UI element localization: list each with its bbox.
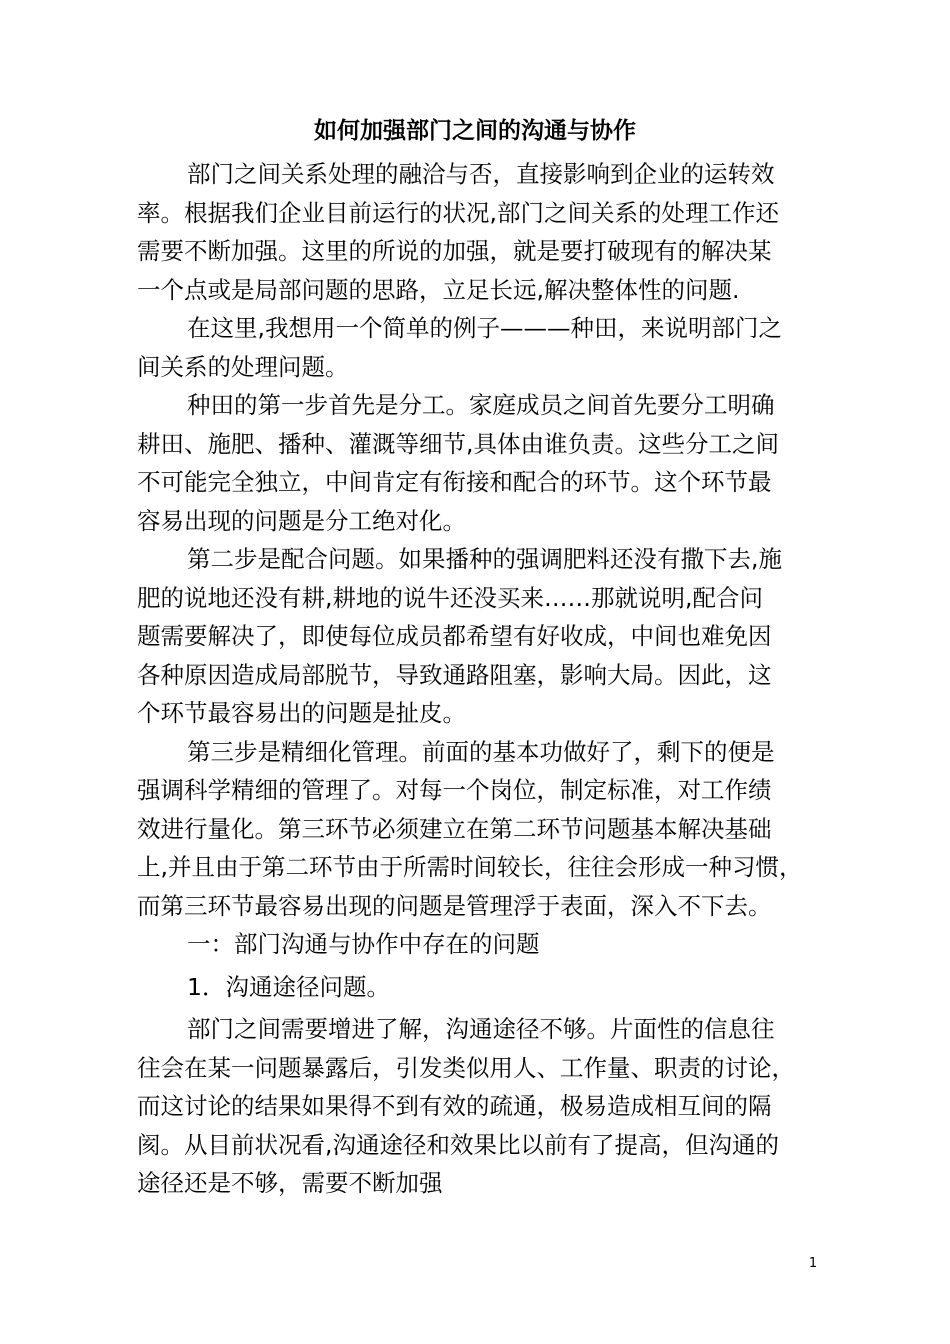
text-line: 而这讨论的结果如果得不到有效的疏通，极易造成相互间的隔 [137, 1092, 772, 1120]
text-line: 耕田、施肥、播种、灌溉等细节,具体由谁负责。这些分工之间 [137, 429, 779, 458]
text-line: 种田的第一步首先是分工。家庭成员之间首先要分工明确 [187, 391, 775, 419]
page-number: 1 [808, 1256, 818, 1271]
text-line: 一个点或是局部问题的思路，立足长远,解决整体性的问题. [137, 275, 740, 304]
text-line: 而第三环节最容易出现的问题是管理浮于表面，深入不下去。 [137, 891, 772, 920]
text-line: 上,并且由于第二环节由于所需时间较长，往往会形成一种习惯， [137, 853, 803, 881]
text-line: 肥的说地还没有耕,耕地的说牛还没买来……那就说明,配合问 [137, 583, 763, 612]
text-line: 效进行量化。第三环节必须建立在第二环节问题基本解决基础 [137, 814, 772, 843]
text-line: 在这里,我想用一个简单的例子———种田，来说明部门之 [187, 314, 782, 342]
text-line: 第三步是精细化管理。前面的基本功做好了，剩下的便是 [187, 737, 775, 766]
text-line: 阂。从目前状况看,沟通途径和效果比以前有了提高，但沟通的 [137, 1130, 779, 1159]
text-line: 各种原因造成局部脱节，导致通路阻塞，影响大局。因此，这 [137, 660, 772, 689]
text-line: 一：部门沟通与协作中存在的问题 [187, 930, 540, 958]
text-line: 率。根据我们企业目前运行的状况,部门之间关系的处理工作还 [137, 198, 779, 227]
text-line: 题需要解决了，即使每位成员都希望有好收成，中间也难免因 [137, 622, 772, 650]
document-title: 如何加强部门之间的沟通与协作 [314, 118, 636, 144]
text-line: 需要不断加强。这里的所说的加强，就是要打破现有的解决某 [137, 237, 772, 265]
text-line: 部门之间需要增进了解，沟通途径不够。片面性的信息往 [187, 1015, 775, 1043]
text-line: 途径还是不够，需要不断加强 [137, 1169, 443, 1197]
text-line: 1．沟通途径问题。 [187, 972, 390, 1001]
text-line: 强调科学精细的管理了。对每一个岗位，制定标准，对工作绩 [137, 776, 772, 804]
text-line: 第二步是配合问题。如果播种的强调肥料还没有撒下去,施 [187, 545, 782, 573]
text-line: 容易出现的问题是分工绝对化。 [137, 506, 466, 535]
text-line: 不可能完全独立，中间肯定有衔接和配合的环节。这个环节最 [137, 468, 772, 496]
text-line: 个环节最容易出的问题是扯皮。 [137, 699, 466, 727]
text-line: 间关系的处理问题。 [137, 352, 349, 381]
document-body [137, 155, 827, 1203]
text-line: 部门之间关系处理的融洽与否，直接影响到企业的运转效 [187, 160, 775, 188]
text-line: 往会在某一问题暴露后，引发类似用人、工作量、职责的讨论， [137, 1053, 795, 1082]
